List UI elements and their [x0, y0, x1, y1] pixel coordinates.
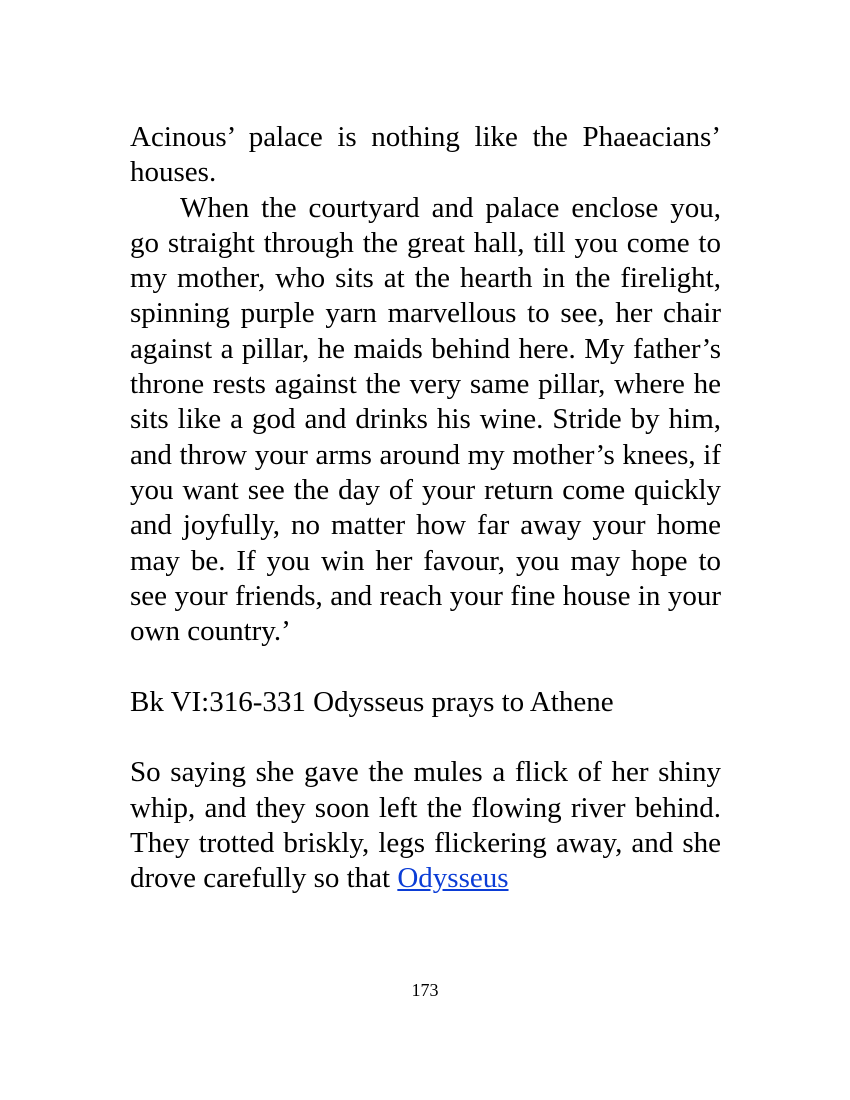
paragraph-palace: Acinous’ palace is nothing like the Phaeacians’ houses.	[130, 121, 721, 189]
odysseus-link[interactable]: Odysseus	[397, 862, 509, 895]
spacer	[130, 649, 721, 684]
page-body	[130, 120, 721, 897]
paragraph-mules-text: So saying she gave the mules a flick of her shiny whip, and they soon left the flowing river behind. They trotted briskly, legs flickering away, and she drove carefully so that	[130, 756, 721, 895]
spacer	[130, 720, 721, 755]
paragraph-instructions: When the courtyard and palace enclose you, go straight through the great hall, till you come to my mother, who sits at the hearth in the firelight, spinning purple yarn marvellous to see, her chair against a pillar, he maids behind here. My father’s throne rests against the very same pillar, where he sits like a god and drinks his wine. Stride by him, and throw your arms around my mother’s knees, if you want see the day of your return come quickly and joyfully, no matter how far away your home may be. If you win her favour, you may hope to see your friends, and reach your fine house in your own country.’	[130, 191, 721, 648]
page-number: 173	[411, 980, 439, 1000]
section-heading: Bk VI:316-331 Odysseus prays to Athene	[130, 685, 614, 718]
paragraph-mules	[130, 755, 721, 896]
